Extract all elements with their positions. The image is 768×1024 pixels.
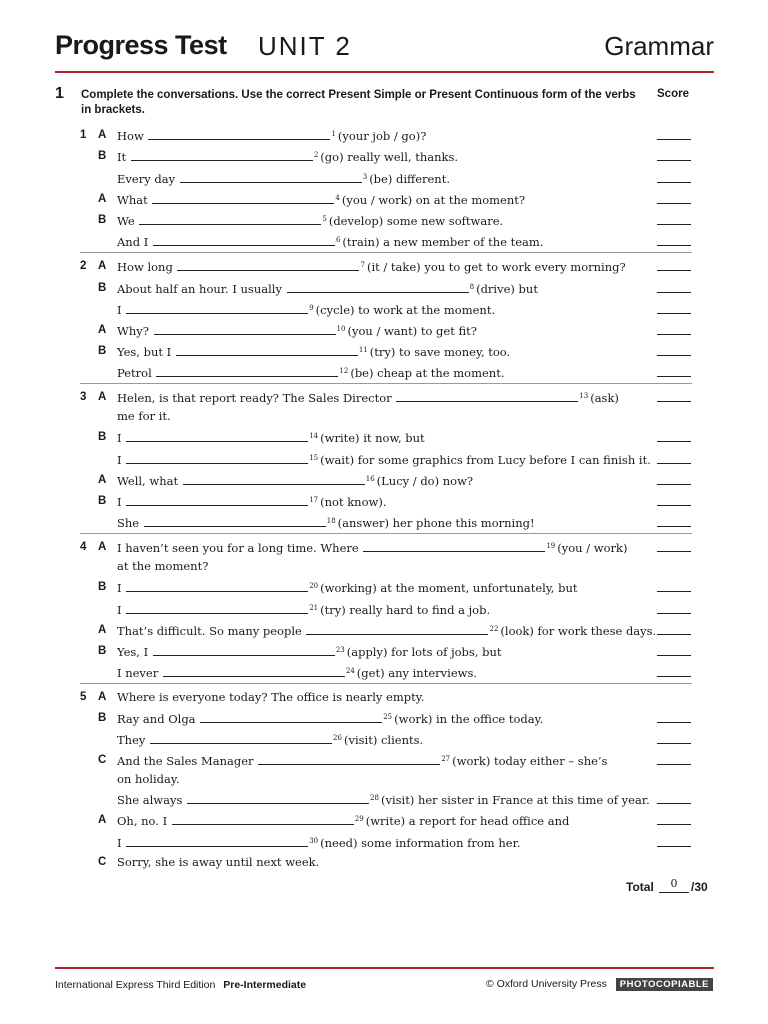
line-text [117, 835, 520, 850]
gap-number: 7 [360, 261, 365, 269]
photocopiable-badge: PHOTOCOPIABLE [616, 978, 713, 991]
exercise-line [0, 452, 768, 470]
exercise-line [0, 813, 768, 831]
score-field[interactable] [657, 551, 691, 552]
exercise-line [0, 711, 768, 729]
line-text [117, 559, 208, 573]
text-after-gap: (ask) [590, 391, 619, 405]
gap-number: 9 [309, 304, 314, 312]
speaker-label: A [98, 624, 107, 636]
conversation-number: 4 [80, 541, 87, 553]
line-text [117, 452, 651, 467]
text-before-gap: How long [117, 260, 173, 274]
speaker-label: A [98, 129, 107, 141]
text-after-gap: (cycle) to work at the moment. [315, 303, 496, 317]
exercise-line [0, 540, 768, 558]
text-after-gap: (be) cheap at the moment. [350, 366, 505, 380]
answer-gap[interactable] [306, 623, 488, 635]
exercise-line [0, 281, 768, 299]
exercise-number: 1 [55, 85, 64, 102]
exercise-line [0, 128, 768, 146]
text-before-gap: Ray and Olga [117, 712, 196, 726]
text-after-gap: (you / want) to get fit? [347, 324, 477, 338]
gap-number: 13 [579, 392, 589, 400]
score-field[interactable] [657, 634, 691, 635]
exercise-line [0, 602, 768, 620]
text-before-gap: Yes, but I [117, 345, 172, 359]
answer-gap[interactable] [258, 753, 440, 765]
answer-gap[interactable] [183, 473, 365, 485]
exercise-line [0, 855, 768, 873]
score-field[interactable] [657, 505, 691, 506]
total-label: Total [626, 880, 654, 894]
line-text [117, 149, 458, 164]
line-text [117, 344, 510, 359]
text-before-gap: She [117, 516, 140, 530]
text-after-gap: (try) to save money, too. [369, 345, 511, 359]
text-before-gap: And the Sales Manager [117, 754, 254, 768]
text-after-gap: (you / work) [557, 541, 628, 555]
score-field[interactable] [657, 764, 691, 765]
gap-number: 12 [339, 367, 349, 375]
speaker-label: C [98, 754, 107, 766]
line-text [117, 540, 627, 555]
speaker-label: A [98, 814, 107, 826]
answer-gap[interactable] [126, 494, 308, 506]
exercise-line [0, 559, 768, 577]
score-column-label: Score [657, 88, 689, 100]
text-before-gap: Sorry, she is away until next week. [117, 855, 320, 869]
exercise-line [0, 515, 768, 533]
speaker-label: B [98, 282, 107, 294]
exercise-line [0, 171, 768, 189]
answer-gap[interactable] [126, 302, 308, 314]
text-after-gap: (answer) her phone this morning! [337, 516, 535, 530]
line-text [117, 365, 505, 380]
gap-number: 5 [322, 215, 327, 223]
gap-number: 18 [326, 517, 336, 525]
score-field[interactable] [657, 203, 691, 204]
text-after-gap: (go) really well, thanks. [320, 150, 459, 164]
text-after-gap: (working) at the moment, unfortunately, but [320, 581, 578, 595]
line-text [117, 302, 495, 317]
score-field[interactable] [657, 376, 691, 377]
score-field[interactable] [657, 401, 691, 402]
score-field[interactable] [657, 313, 691, 314]
answer-gap[interactable] [148, 128, 330, 140]
score-field[interactable] [657, 824, 691, 825]
text-after-gap: (write) it now, but [320, 431, 425, 445]
text-before-gap: on holiday. [117, 772, 180, 786]
line-text [117, 792, 650, 807]
answer-gap[interactable] [172, 813, 354, 825]
conversation-separator [80, 383, 692, 384]
line-text [117, 390, 619, 405]
exercise-line [0, 213, 768, 231]
text-before-gap: They [117, 733, 146, 747]
score-field[interactable] [657, 743, 691, 744]
gap-number: 17 [309, 496, 319, 504]
exercise-line [0, 323, 768, 341]
conversation-separator [80, 533, 692, 534]
text-before-gap: We [117, 214, 135, 228]
score-field[interactable] [657, 591, 691, 592]
line-text [117, 644, 502, 659]
score-field[interactable] [657, 270, 691, 271]
score-field[interactable] [657, 846, 691, 847]
text-after-gap: (try) really hard to find a job. [320, 603, 491, 617]
text-before-gap: Oh, no. I [117, 814, 168, 828]
line-text [117, 494, 387, 509]
score-field[interactable] [657, 355, 691, 356]
line-text [117, 711, 543, 726]
answer-gap[interactable] [126, 430, 308, 442]
score-field[interactable] [657, 292, 691, 293]
text-after-gap: (visit) her sister in France at this time of year. [380, 793, 650, 807]
text-after-gap: (your job / go)? [337, 129, 427, 143]
line-text [117, 234, 543, 249]
speaker-label: B [98, 431, 107, 443]
answer-gap[interactable] [177, 259, 359, 271]
score-field[interactable] [657, 182, 691, 183]
exercise-instructions: Complete the conversations. Use the correct Present Simple or Present Continuous form of the verbs in brackets. [81, 89, 636, 116]
line-text [117, 690, 424, 704]
line-text [117, 192, 525, 207]
gap-number: 1 [331, 130, 336, 138]
speaker-label: B [98, 645, 107, 657]
exercise-line [0, 192, 768, 210]
total-max: /30 [691, 880, 708, 894]
text-before-gap: I [117, 603, 122, 617]
text-before-gap: I [117, 836, 122, 850]
gap-number: 8 [469, 283, 475, 291]
speaker-label: A [98, 541, 107, 553]
exercise-line [0, 690, 768, 708]
answer-gap[interactable] [156, 365, 338, 377]
answer-gap[interactable] [153, 234, 335, 246]
text-before-gap: Every day [117, 172, 176, 186]
text-before-gap: What [117, 193, 148, 207]
text-before-gap: I never [117, 666, 159, 680]
score-field[interactable] [657, 484, 691, 485]
answer-gap[interactable] [163, 665, 345, 677]
gap-number: 23 [335, 646, 345, 654]
line-text [117, 128, 426, 143]
line-text [117, 813, 569, 828]
page-title: Progress Test [55, 30, 227, 60]
answer-gap[interactable] [287, 281, 469, 293]
gap-number: 16 [365, 475, 375, 483]
line-text [117, 772, 180, 786]
speaker-label: C [98, 856, 107, 868]
exercise-line [0, 753, 768, 771]
text-after-gap: (develop) some new software. [328, 214, 504, 228]
answer-gap[interactable] [187, 792, 369, 804]
gap-number: 29 [354, 815, 364, 823]
text-before-gap: And I [117, 235, 149, 249]
text-after-gap: (visit) clients. [343, 733, 424, 747]
line-text [117, 665, 477, 680]
exercise-line [0, 473, 768, 491]
answer-gap[interactable] [363, 540, 545, 552]
line-text [117, 580, 578, 595]
answer-gap[interactable] [150, 732, 332, 744]
text-after-gap: (apply) for lots of jobs, but [346, 645, 502, 659]
text-before-gap: I [117, 431, 122, 445]
answer-gap[interactable] [131, 149, 313, 161]
answer-gap[interactable] [180, 171, 362, 183]
line-text [117, 213, 503, 228]
gap-number: 15 [309, 454, 319, 462]
line-text [117, 323, 477, 338]
exercise-line [0, 409, 768, 427]
text-before-gap: I [117, 303, 122, 317]
line-text [117, 732, 423, 747]
line-text [117, 855, 319, 869]
score-field[interactable] [657, 245, 691, 246]
section-label: Grammar [604, 31, 714, 61]
conversation-number: 5 [80, 691, 87, 703]
gap-number: 14 [309, 432, 319, 440]
gap-number: 26 [333, 734, 342, 742]
footer-publisher-info [486, 978, 713, 991]
text-before-gap: Where is everyone today? The office is nearly empty. [117, 690, 425, 704]
conversation-number: 2 [80, 260, 87, 272]
answer-gap[interactable] [126, 580, 308, 592]
text-after-gap: (wait) for some graphics from Lucy before I can finish it. [320, 453, 651, 467]
footer-level: Pre-Intermediate [223, 979, 307, 991]
total-score-field[interactable]: 0 [659, 878, 689, 893]
exercise-line [0, 430, 768, 448]
exercise-line [0, 494, 768, 512]
score-field[interactable] [657, 139, 691, 140]
footer-rule [55, 967, 714, 969]
gap-number: 28 [370, 794, 379, 802]
text-after-gap: (work) in the office today. [394, 712, 544, 726]
conversation-number: 3 [80, 391, 87, 403]
text-before-gap: Yes, I [117, 645, 149, 659]
text-after-gap: (look) for work these days. [500, 624, 657, 638]
text-after-gap: (be) different. [369, 172, 450, 186]
line-text [117, 259, 626, 274]
header-rule [55, 71, 714, 73]
score-field[interactable] [657, 441, 691, 442]
score-field[interactable] [657, 655, 691, 656]
gap-number: 25 [383, 713, 393, 721]
score-field[interactable] [657, 803, 691, 804]
exercise-line [0, 792, 768, 810]
text-after-gap: (work) today either – she’s [452, 754, 608, 768]
gap-number: 4 [335, 194, 340, 202]
line-text [117, 281, 538, 296]
exercise-line [0, 772, 768, 790]
text-after-gap: (you / work) on at the moment? [341, 193, 526, 207]
exercise-line [0, 149, 768, 167]
line-text [117, 602, 490, 617]
line-text [117, 473, 473, 488]
gap-number: 20 [309, 582, 319, 590]
exercise-line [0, 344, 768, 362]
text-after-gap: (train) a new member of the team. [342, 235, 544, 249]
score-field[interactable] [657, 334, 691, 335]
text-after-gap: (it / take) you to get to work every morning? [366, 260, 626, 274]
gap-number: 30 [309, 837, 319, 845]
text-before-gap: Why? [117, 324, 149, 338]
text-before-gap: Petrol [117, 366, 152, 380]
gap-number: 11 [358, 346, 368, 354]
exercise-line [0, 259, 768, 277]
exercise-line [0, 644, 768, 662]
score-field[interactable] [657, 160, 691, 161]
speaker-label: A [98, 324, 107, 336]
line-text [117, 753, 607, 768]
text-before-gap: Helen, is that report ready? The Sales Director [117, 391, 392, 405]
answer-gap[interactable] [176, 344, 358, 356]
speaker-label: A [98, 691, 107, 703]
answer-gap[interactable] [154, 323, 336, 335]
speaker-label: B [98, 712, 107, 724]
speaker-label: B [98, 150, 107, 162]
score-field[interactable] [657, 613, 691, 614]
speaker-label: A [98, 193, 107, 205]
speaker-label: B [98, 495, 107, 507]
speaker-label: A [98, 260, 107, 272]
gap-number: 6 [335, 236, 341, 244]
exercise-line [0, 302, 768, 320]
exercise-line [0, 234, 768, 252]
score-field[interactable] [657, 722, 691, 723]
exercise-line [0, 365, 768, 383]
conversation-number: 1 [80, 129, 87, 141]
speaker-label: A [98, 474, 107, 486]
footer-book-info [55, 979, 306, 991]
gap-number: 24 [345, 667, 355, 675]
score-field[interactable] [657, 676, 691, 677]
text-after-gap: (Lucy / do) now? [376, 474, 474, 488]
text-before-gap: me for it. [117, 409, 171, 423]
speaker-label: B [98, 581, 107, 593]
exercise-line [0, 623, 768, 641]
text-after-gap: (not know). [320, 495, 387, 509]
score-field[interactable] [657, 224, 691, 225]
line-text [117, 623, 656, 638]
text-before-gap: at the moment? [117, 559, 209, 573]
exercise-line [0, 390, 768, 408]
gap-number: 3 [362, 173, 368, 181]
text-before-gap: About half an hour. I usually [117, 282, 282, 296]
answer-gap[interactable] [126, 602, 308, 614]
speaker-label: A [98, 391, 107, 403]
answer-gap[interactable] [396, 390, 578, 402]
answer-gap[interactable] [152, 192, 334, 204]
conversation-separator [80, 683, 692, 684]
text-before-gap: It [117, 150, 127, 164]
exercise-line [0, 665, 768, 683]
gap-number: 10 [336, 325, 346, 333]
exercise-line [0, 732, 768, 750]
text-before-gap: Well, what [117, 474, 179, 488]
gap-number: 21 [309, 604, 319, 612]
text-after-gap: (need) some information from her. [320, 836, 521, 850]
line-text [117, 171, 450, 186]
page-header [55, 28, 714, 68]
text-before-gap: She always [117, 793, 183, 807]
text-after-gap: (drive) but [476, 282, 538, 296]
text-before-gap: I [117, 495, 122, 509]
answer-gap[interactable] [200, 711, 382, 723]
answer-gap[interactable] [144, 515, 326, 527]
text-before-gap: How [117, 129, 144, 143]
footer-publisher: © Oxford University Press [485, 978, 607, 990]
answer-gap[interactable] [153, 644, 335, 656]
answer-gap[interactable] [126, 835, 308, 847]
text-before-gap: That’s difficult. So many people [117, 624, 302, 638]
gap-number: 22 [489, 625, 499, 633]
gap-number: 2 [313, 151, 319, 159]
score-field[interactable] [657, 463, 691, 464]
speaker-label: B [98, 214, 107, 226]
text-after-gap: (write) a report for head office and [365, 814, 570, 828]
line-text [117, 430, 425, 445]
text-before-gap: I [117, 453, 122, 467]
text-after-gap: (get) any interviews. [356, 666, 478, 680]
answer-gap[interactable] [126, 452, 308, 464]
line-text [117, 515, 535, 530]
exercise-line [0, 580, 768, 598]
footer-book-title: International Express Third Edition [55, 979, 216, 991]
text-before-gap: I haven’t seen you for a long time. Where [117, 541, 359, 555]
conversation-separator [80, 252, 692, 253]
unit-label: UNIT 2 [258, 31, 352, 61]
speaker-label: B [98, 345, 107, 357]
gap-number: 19 [546, 542, 556, 550]
text-before-gap: I [117, 581, 122, 595]
gap-number: 27 [441, 755, 451, 763]
answer-gap[interactable] [139, 213, 321, 225]
exercise-line [0, 835, 768, 853]
score-field[interactable] [657, 526, 691, 527]
line-text [117, 409, 171, 423]
